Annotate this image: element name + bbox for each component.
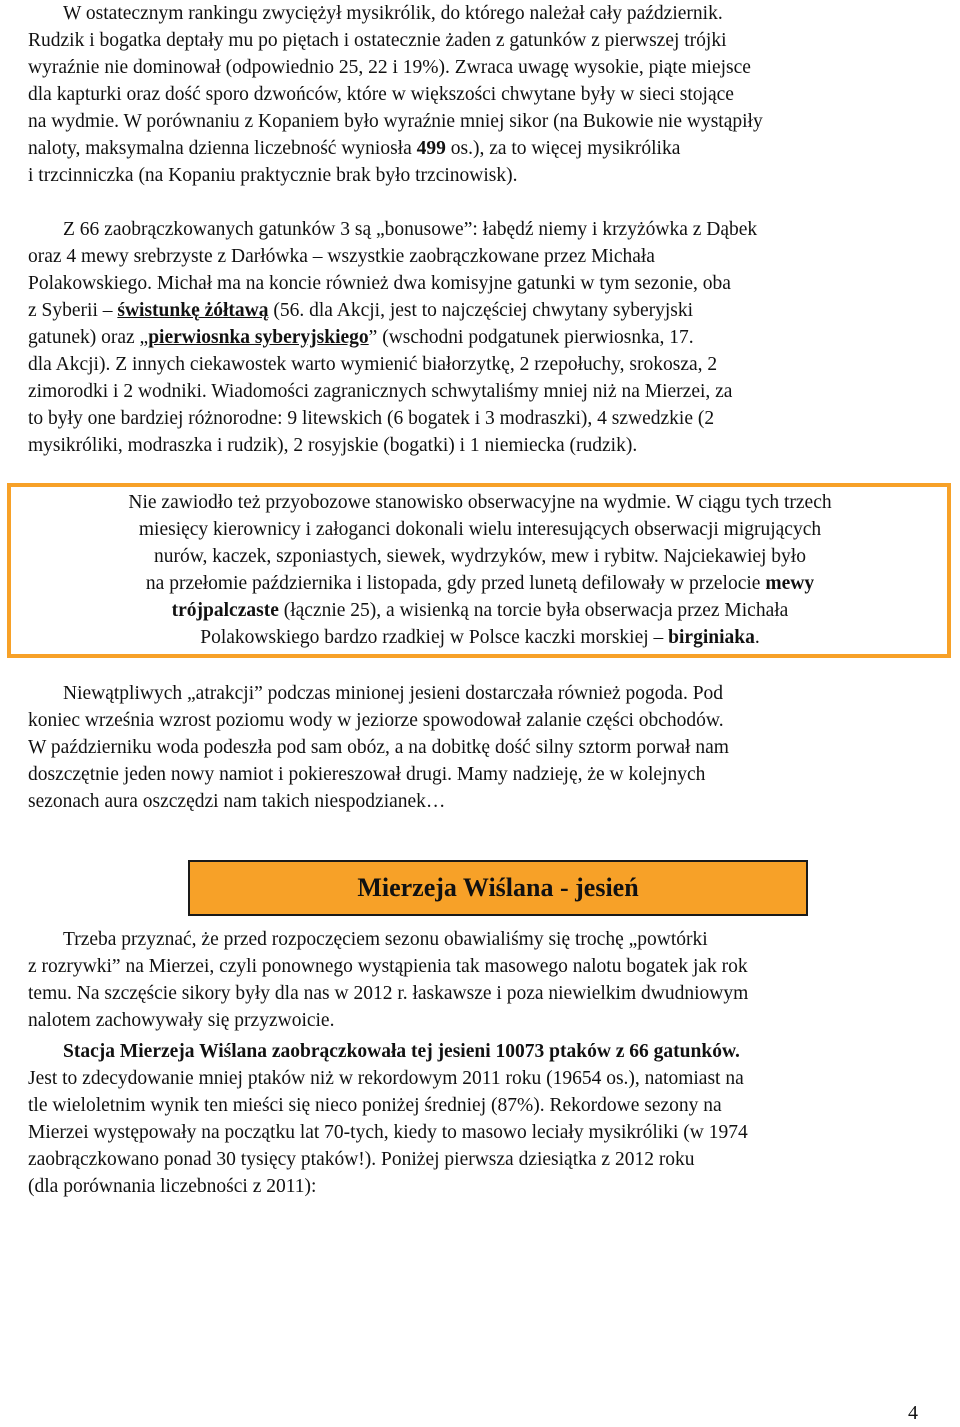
text-line: dla kapturki oraz dość sporo dzwońców, które w większości chwytane były w sieci stojące xyxy=(28,84,734,105)
text-line-bold: Stacja Mierzeja Wiślana zaobrączkowała tej jesieni 10073 ptaków z 66 gatunków. xyxy=(63,1041,740,1062)
text-span: naloty, maksymalna dzienna liczebność wyniosła xyxy=(28,138,417,159)
text-line: Niewątpliwych „atrakcji” podczas minionej jesieni dostarczała również pogoda. Pod xyxy=(63,683,724,704)
text-span: (56. dla Akcji, jest to najczęściej chwytany syberyjski xyxy=(268,300,694,321)
bold-number: 499 xyxy=(416,138,446,159)
species-name: świstunkę żółtawą xyxy=(117,300,269,321)
text-line: koniec września wzrost poziomu wody w jeziorze spowodował zalanie części obchodów. xyxy=(28,710,724,731)
text-line: zaobrączkowano ponad 30 tysięcy ptaków!). Poniżej pierwsza dziesiątka z 2012 roku xyxy=(28,1149,695,1170)
text-line xyxy=(28,324,694,351)
text-span: na przełomie października i listopada, gdy przed lunetą defilowały w przelocie xyxy=(145,573,766,594)
text-line: Z 66 zaobrączkowanych gatunków 3 są „bonusowe”: łabędź niemy i krzyżówka z Dąbek xyxy=(63,219,758,240)
text-line: nurów, kaczek, szponiastych, siewek, wydrzyków, mew i rybitw. Najciekawiej było xyxy=(154,546,806,567)
text-line: dla Akcji). Z innych ciekawostek warto wymienić białorzytkę, 2 rzepołuchy, srokosza, 2 xyxy=(28,354,718,375)
text-span: (łącznie 25), a wisienką na torcie była obserwacja przez Michała xyxy=(278,600,789,621)
text-line: Rudzik i bogatka deptały mu po piętach i ostatecznie żaden z gatunków z pierwszej trójki xyxy=(28,30,727,51)
text-line: Nie zawiodło też przyobozowe stanowisko obserwacyjne na wydmie. W ciągu tych trzech xyxy=(128,492,832,513)
text-span: gatunek) oraz „ xyxy=(28,327,149,348)
text-line: na wydmie. W porównaniu z Kopaniem było wyraźnie mniej sikor (na Bukowie nie wystąpiły xyxy=(28,111,763,132)
text-line: Polakowskiego. Michał ma na koncie również dwa komisyjne gatunki w tym sezonie, oba xyxy=(28,273,731,294)
text-line: to były one bardziej różnorodne: 9 litewskich (6 bogatek i 3 modraszki), 4 szwedzkie (2 xyxy=(28,408,715,429)
text-line: oraz 4 mewy srebrzyste z Darłówka – wszystkie zaobrączkowane przez Michała xyxy=(28,246,655,267)
species-name: pierwiosnka syberyjskiego xyxy=(148,327,369,348)
text-line: z rozrywki” na Mierzei, czyli ponownego wystąpienia tak masowego nalotu bogatek jak rok xyxy=(28,956,748,977)
text-line: (dla porównania liczebności z 2011): xyxy=(28,1176,317,1197)
species-name: trójpalczaste xyxy=(171,600,279,621)
section-heading-text: Mierzeja Wiślana - jesień xyxy=(357,873,639,903)
text-span: . xyxy=(754,627,760,648)
text-line xyxy=(28,297,693,324)
text-line: wyraźnie nie dominował (odpowiednio 25, 22 i 19%). Zwraca uwagę wysokie, piąte miejsce xyxy=(28,57,751,78)
section-heading xyxy=(188,860,808,916)
text-line: Mierzei występowały na początku lat 70-tych, kiedy to masowo leciały mysikróliki (w 1974 xyxy=(28,1122,748,1143)
text-line xyxy=(0,624,960,651)
page-number: 4 xyxy=(908,1402,918,1424)
text-span: ” (wschodni podgatunek pierwiosnka, 17. xyxy=(368,327,694,348)
text-line: mysikróliki, modraszka i rudzik), 2 rosyjskie (bogatki) i 1 niemiecka (rudzik). xyxy=(28,435,638,456)
text-line: nalotem zachowywały się przyzwoicie. xyxy=(28,1010,335,1031)
text-line: sezonach aura oszczędzi nam takich niespodzianek… xyxy=(28,791,446,812)
text-line: zimorodki i 2 wodniki. Wiadomości zagranicznych schwytaliśmy mniej niż na Mierzei, za xyxy=(28,381,733,402)
text-line xyxy=(0,597,960,624)
text-span: z Syberii – xyxy=(28,300,118,321)
text-line: W ostatecznym rankingu zwyciężył mysikrólik, do którego należał cały październik. xyxy=(63,3,723,24)
species-name: mewy xyxy=(765,573,815,594)
text-line: temu. Na szczęście sikory były dla nas w 2012 r. łaskawsze i poza niewielkim dwudniowym xyxy=(28,983,749,1004)
text-line: doszczętnie jeden nowy namiot i pokiereszował drugi. Mamy nadzieję, że w kolejnych xyxy=(28,764,706,785)
text-line: miesięcy kierownicy i załoganci dokonali wielu interesujących obserwacji migrujących xyxy=(138,519,822,540)
text-span: Polakowskiego bardzo rzadkiej w Polsce kaczki morskiej – xyxy=(200,627,669,648)
text-line xyxy=(28,135,680,162)
species-name: birginiaka xyxy=(668,627,755,648)
text-line xyxy=(0,570,960,597)
text-line: tle wieloletnim wynik ten mieści się nieco poniżej średniej (87%). Rekordowe sezony na xyxy=(28,1095,722,1116)
text-line: Trzeba przyznać, że przed rozpoczęciem sezonu obawialiśmy się trochę „powtórki xyxy=(63,929,708,950)
text-span: os.), za to więcej mysikrólika xyxy=(445,138,681,159)
text-line: i trzcinniczka (na Kopaniu praktycznie brak było trzcinowisk). xyxy=(28,165,518,186)
text-line: Jest to zdecydowanie mniej ptaków niż w rekordowym 2011 roku (19654 os.), natomiast na xyxy=(28,1068,744,1089)
text-line: W październiku woda podeszła pod sam obóz, a na dobitkę dość silny sztorm porwał nam xyxy=(28,737,729,758)
